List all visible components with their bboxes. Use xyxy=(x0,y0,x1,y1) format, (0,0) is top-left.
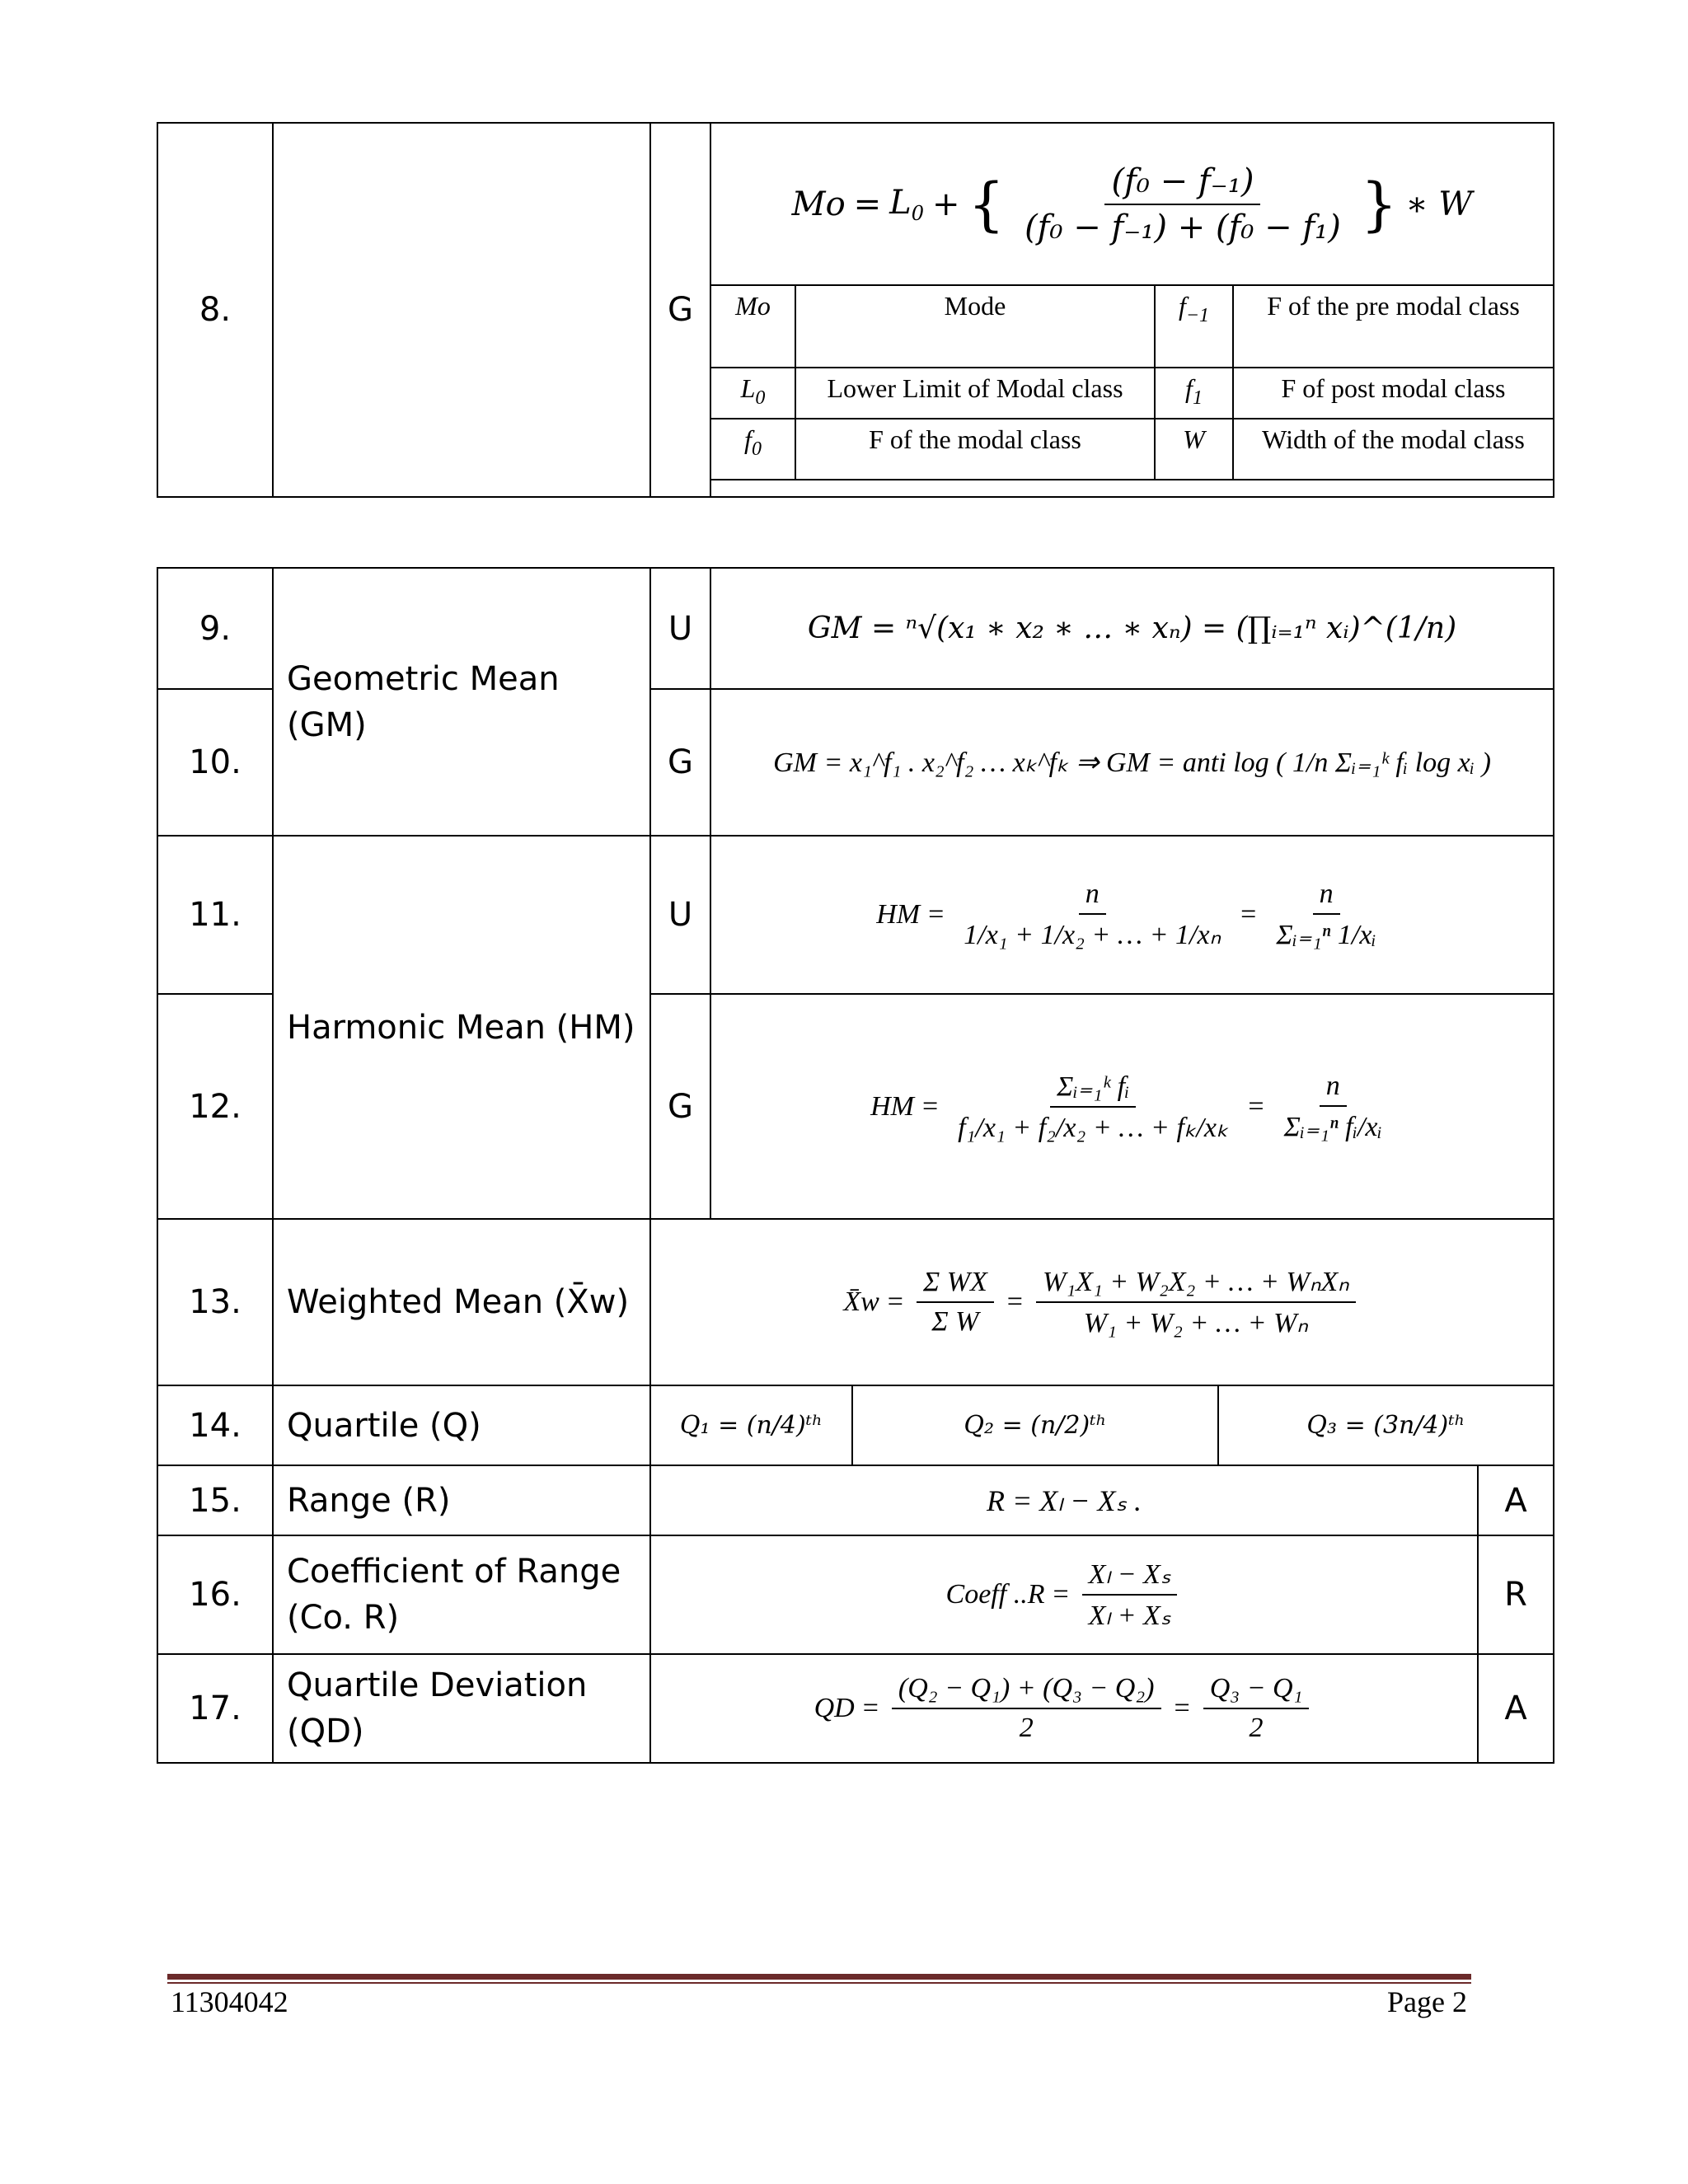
wm-denominator: W₁ + W₂ + … + Wₙ xyxy=(1083,1308,1308,1338)
legend-row xyxy=(710,419,1554,480)
table-row xyxy=(157,1654,1554,1763)
coeff-denominator: Xₗ + Xₛ xyxy=(1088,1601,1171,1631)
wm-numerator: Σ WX xyxy=(917,1267,994,1303)
row-code: A xyxy=(1478,1465,1554,1535)
formula-base: L xyxy=(889,183,912,222)
legend-symbol: $f_0$ xyxy=(710,419,795,480)
legend-description: F of post modal class xyxy=(1233,368,1554,419)
row-code: G xyxy=(650,689,710,836)
hm-numerator: n xyxy=(1313,879,1340,915)
formula-times: ∗ W xyxy=(1405,185,1473,223)
dispersion-table xyxy=(157,1218,1554,1764)
row-number: 14. xyxy=(157,1385,273,1465)
q3-formula: Q₃ = (3n/4)ᵗʰ xyxy=(1218,1385,1554,1465)
coeff-numerator: Xₗ − Xₛ xyxy=(1082,1558,1178,1596)
hm-denominator: Σᵢ₌₁ⁿ 1/xᵢ xyxy=(1276,920,1376,950)
mode-denominator: (f₀ − f₋₁) + (f₀ − f₁) xyxy=(1025,208,1341,246)
formula-lhs: Mo xyxy=(791,185,846,223)
q1-formula: Q₁ = (n/4)ᵗʰ xyxy=(650,1385,852,1465)
mode-table xyxy=(157,122,1554,498)
row-code: R xyxy=(1478,1535,1554,1654)
page-number: Page 2 xyxy=(1387,1985,1467,2018)
q2-formula: Q₂ = (n/2)ᵗʰ xyxy=(852,1385,1218,1465)
qd-denominator: 2 xyxy=(1019,1713,1034,1743)
legend-row xyxy=(710,285,1554,368)
qd-denominator: 2 xyxy=(1249,1713,1264,1743)
row-number: 16. xyxy=(157,1535,273,1654)
hm-numerator: n xyxy=(1079,879,1106,915)
mode-numerator: (f₀ − f₋₁) xyxy=(1104,162,1260,205)
weighted-mean-formula: X̄w = $\frac{\text{Σ WX}}{\text{Σ W}}$ = $\frac{\text{W₁X₁ + W₂X₂ + … + WₙXₙ}}{\text{W₁ + W₂ + … + Wₙ}}$ xyxy=(650,1219,1554,1385)
hm-denominator: f₁/x₁ + f₂/x₂ + … + fₖ/xₖ xyxy=(958,1112,1229,1143)
mode-fraction xyxy=(1018,162,1348,246)
table-row xyxy=(157,568,1554,689)
row-code: A xyxy=(1478,1654,1554,1763)
row-name-hm: Harmonic Mean (HM) xyxy=(273,836,650,1219)
row-name: Range (R) xyxy=(273,1465,650,1535)
row-name: Quartile Deviation (QD) xyxy=(273,1654,650,1763)
table-row xyxy=(157,1385,1554,1465)
gm-formula: GM = ⁿ√(x₁ ∗ x₂ ∗ … ∗ xₙ) = (∏ᵢ₌₁ⁿ xᵢ)^(1/n) xyxy=(710,568,1554,689)
legend-description: F of the pre modal class xyxy=(1233,285,1554,368)
row-number: 13. xyxy=(157,1219,273,1385)
legend-description: Width of the modal class xyxy=(1233,419,1554,480)
row-number: 17. xyxy=(157,1654,273,1763)
legend-symbol: W xyxy=(1155,419,1233,480)
qd-formula: QD = $\frac{\text{(Q₂ − Q₁) + (Q₃ − Q₂)}}{2}$ = $\frac{\text{Q₃ − Q₁}}{2}$ xyxy=(650,1654,1478,1763)
legend-symbol: Mo xyxy=(710,285,795,368)
row-number: 8. xyxy=(157,123,273,497)
qd-numerator: Q₃ − Q₁ xyxy=(1203,1673,1310,1709)
table-row xyxy=(157,1219,1554,1385)
wm-denominator: Σ W xyxy=(931,1306,979,1337)
gm-grouped-formula: GM = x₁^f₁ . x₂^f₂ … xₖ^fₖ ⇒ GM = anti log ( 1/n Σᵢ₌₁ᵏ fᵢ log xᵢ ) xyxy=(710,689,1554,836)
document-id: 11304042 xyxy=(171,1985,288,2018)
row-number: 12. xyxy=(157,994,273,1219)
table-row xyxy=(157,836,1554,994)
row-number: 15. xyxy=(157,1465,273,1535)
footer-rule xyxy=(167,1974,1471,1980)
wm-numerator: W₁X₁ + W₂X₂ + … + WₙXₙ xyxy=(1036,1265,1356,1303)
legend-symbol: $f_{-1}$ xyxy=(1155,285,1233,368)
footer-rule-thin xyxy=(167,1982,1471,1984)
row-code: G xyxy=(650,123,710,497)
hm-denominator: Σᵢ₌₁ⁿ fᵢ/xᵢ xyxy=(1283,1111,1382,1142)
row-number: 9. xyxy=(157,568,273,689)
row-code: U xyxy=(650,836,710,994)
row-name xyxy=(273,123,650,497)
row-code: U xyxy=(650,568,710,689)
table-row xyxy=(157,1535,1554,1654)
qd-numerator: (Q₂ − Q₁) + (Q₃ − Q₂) xyxy=(892,1673,1161,1709)
hm-formula: HM = $\frac{n}{\text{1/x₁ + 1/x₂ + … + 1/xₙ}}$ = $\frac{n}{\text{Σᵢ₌₁ⁿ 1/xᵢ}}$ xyxy=(710,836,1554,994)
row-number: 11. xyxy=(157,836,273,994)
hm-grouped-formula: HM = $\frac{\text{Σᵢ₌₁ᵏ fᵢ}}{\text{f₁/x₁ + f₂/x₂ + … + fₖ/xₖ}}$ = $\frac{n}{\text{Σᵢ₌₁ⁿ fᵢ/xᵢ}}$ xyxy=(710,994,1554,1219)
row-name: Coefficient of Range (Co. R) xyxy=(273,1535,650,1654)
row-name: Weighted Mean (X̄w) xyxy=(273,1219,650,1385)
range-formula: R = Xₗ − Xₛ . xyxy=(650,1465,1478,1535)
hm-numerator: n xyxy=(1320,1071,1347,1107)
table-row xyxy=(157,1465,1554,1535)
legend-description: Lower Limit of Modal class xyxy=(795,368,1155,419)
means-table xyxy=(157,567,1554,1220)
formula-base-sub: 0 xyxy=(911,201,925,225)
legend-symbol: $L_0$ xyxy=(710,368,795,419)
legend-symbol: $f_1$ xyxy=(1155,368,1233,419)
legend-description: Mode xyxy=(795,285,1155,368)
legend-row xyxy=(710,368,1554,419)
mode-formula: Mo = $L_0$ + { $\frac{\text{(f₀ − f₋₁)}}{\text{(f₀ − f₋₁) + (f₀ − f₁)}}$ } ∗ W xyxy=(791,162,1473,246)
row-number: 10. xyxy=(157,689,273,836)
row-name: Quartile (Q) xyxy=(273,1385,650,1465)
mode-formula-cell xyxy=(710,123,1554,497)
coeff-range-formula: Coeff ..R = $\frac{\text{Xₗ − Xₛ}}{\text{Xₗ + Xₛ}}$ xyxy=(650,1535,1478,1654)
hm-denominator: 1/x₁ + 1/x₂ + … + 1/xₙ xyxy=(964,920,1221,950)
hm-numerator: Σᵢ₌₁ᵏ fᵢ xyxy=(1050,1070,1136,1108)
row-name-gm: Geometric Mean (GM) xyxy=(273,568,650,836)
legend-description: F of the modal class xyxy=(795,419,1155,480)
row-code: G xyxy=(650,994,710,1219)
mode-legend xyxy=(710,284,1554,480)
